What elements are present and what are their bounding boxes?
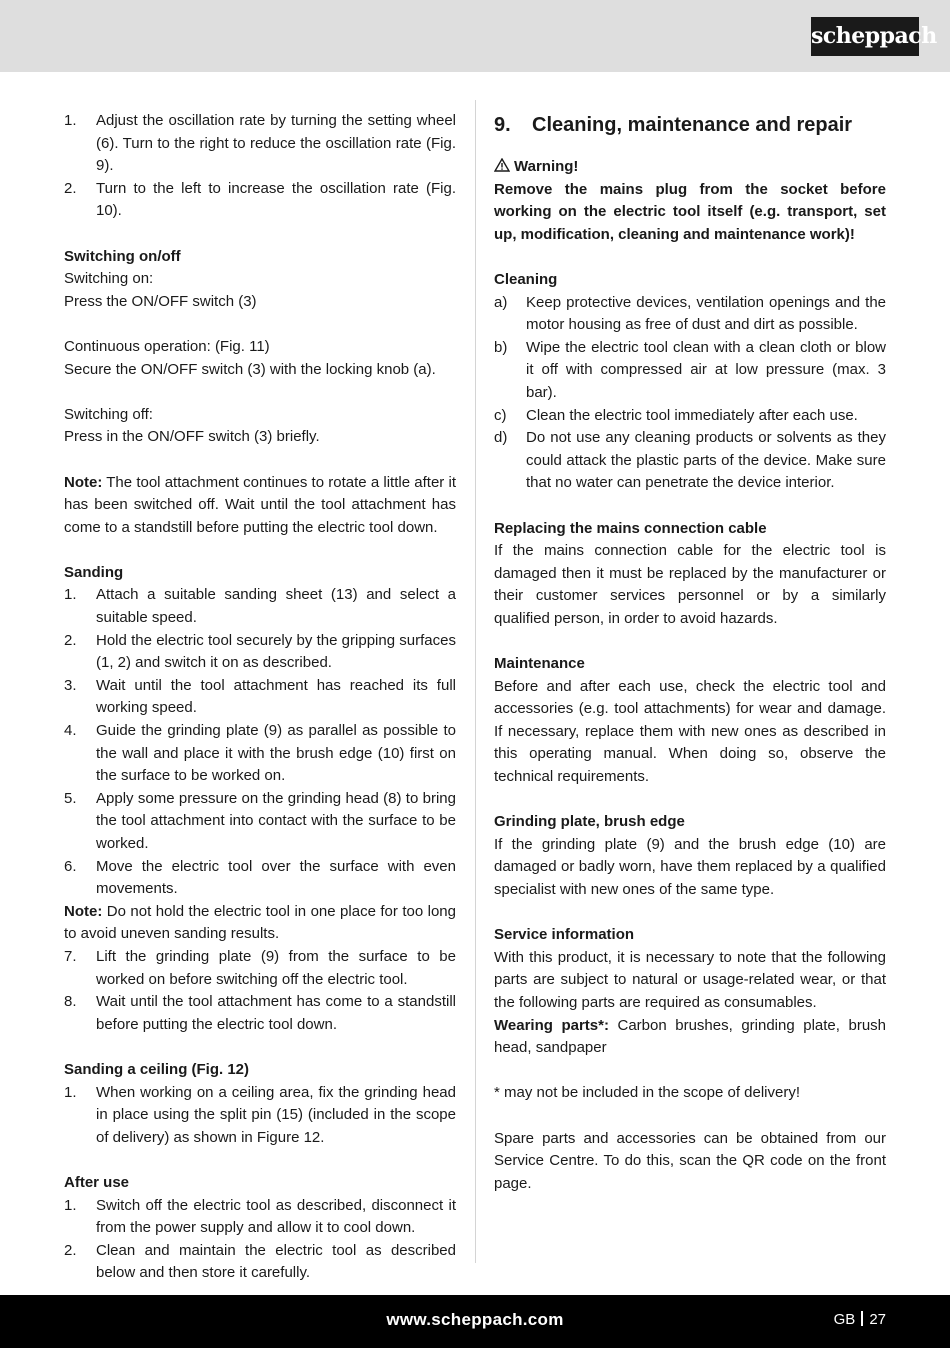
subheading-after-use: After use <box>64 1173 130 1191</box>
brand-logo: scheppach <box>811 17 919 56</box>
text-line: Switching on: <box>64 270 154 288</box>
text-line: Secure the ON/OFF switch (3) with the locking knob (a). <box>64 360 436 378</box>
subheading-sanding: Sanding <box>64 563 124 581</box>
paragraph: If the mains connection cable for the electric tool is damaged then it must be replaced by the manufacturer or their customer services personnel or by a similarly qualified person, in order to avoid hazards. <box>494 542 886 627</box>
column-divider <box>475 100 476 1263</box>
note-paragraph: Note: Do not hold the electric tool in one place for too long to avoid uneven sanding results. <box>64 902 456 943</box>
list-item: 6. Move the electric tool over the surface with even movements. <box>64 857 456 898</box>
paragraph: Before and after each use, check the electric tool and accessories (e.g. tool attachments) for wear and damage. If necessary, replace them with new ones as described in this operating manual. When doing so, observe the technical requirements. <box>494 677 886 786</box>
list-item: 7. Lift the grinding plate (9) from the surface to be worked on before switching off the electric tool. <box>64 947 456 988</box>
list-item: 1. When working on a ceiling area, fix the grinding head in place using the split pin (15) (included in the scope of delivery) as shown in Figure 12. <box>64 1083 456 1146</box>
paragraph: If the grinding plate (9) and the brush edge (10) are damaged or badly worn, have them replaced by a qualified specialist with new ones of the same type. <box>494 835 886 898</box>
left-column <box>64 110 456 1285</box>
subheading-service: Service information <box>494 926 635 944</box>
footer-bar <box>0 1295 950 1348</box>
warning-text: Remove the mains plug from the socket before working on the electric tool itself (e.g. transport, set up, modification, cleaning and maintenance work)! <box>494 180 886 243</box>
list-item: a) Keep protective devices, ventilation openings and the motor housing as free of dust and dirt as possible. <box>494 293 886 334</box>
list-item: 1. Adjust the oscillation rate by turning the setting wheel (6). Turn to the right to reduce the oscillation rate (Fig. 9). <box>64 112 456 175</box>
list-item: 2. Turn to the left to increase the oscillation rate (Fig. 10). <box>64 179 456 220</box>
right-column <box>494 110 886 1195</box>
paragraph: Spare parts and accessories can be obtained from our Service Centre. To do this, scan the QR code on the front page. <box>494 1129 886 1192</box>
list-item: 3. Wait until the tool attachment has reached its full working speed. <box>64 676 456 717</box>
paragraph: With this product, it is necessary to note that the following parts are subject to natural or usage-related wear, or that the following parts are required as consumables. <box>494 948 886 1011</box>
text-line: Continuous operation: (Fig. 11) <box>64 337 270 355</box>
list-item: 1. Switch off the electric tool as described, disconnect it from the power supply and allow it to cool down. <box>64 1196 456 1237</box>
text-line: Press the ON/OFF switch (3) <box>64 292 257 310</box>
list-item: c) Clean the electric tool immediately after each use. <box>494 406 858 424</box>
website-link[interactable]: www.scheppach.com <box>386 1310 564 1329</box>
subheading-cable: Replacing the mains connection cable <box>494 519 767 537</box>
list-item: d) Do not use any cleaning products or solvents as they could attack the plastic parts of the device. Make sure that no water can penetrate the device interior. <box>494 429 886 492</box>
list-item: 5. Apply some pressure on the grinding head (8) to bring the tool attachment into contact with the surface to be worked. <box>64 789 456 852</box>
list-item: b) Wipe the electric tool clean with a clean cloth or blow it off with compressed air at low pressure (max. 3 bar). <box>494 338 886 401</box>
subheading-switching: Switching on/off <box>64 247 181 265</box>
text-line: Switching off: <box>64 405 153 423</box>
note-paragraph: Note: The tool attachment continues to rotate a little after it has been switched off. Wait until the tool attachment has come to a standstill before putting the electric tool down. <box>64 473 456 536</box>
text-line: Press in the ON/OFF switch (3) briefly. <box>64 428 320 446</box>
list-item: 8. Wait until the tool attachment has come to a standstill before putting the electric tool down. <box>64 993 456 1033</box>
list-item: 2. Hold the electric tool securely by the gripping surfaces (1, 2) and switch it on as described. <box>64 631 456 672</box>
list-item: 1. Attach a suitable sanding sheet (13) and select a suitable speed. <box>64 586 456 627</box>
page-number: GB 27 <box>833 1311 886 1328</box>
list-item: 2. Clean and maintain the electric tool as described below and then store it carefully. <box>64 1241 456 1282</box>
list-item: 4. Guide the grinding plate (9) as parallel as possible to the wall and place it with the brush edge (10) first on the surface to be worked on. <box>64 722 456 785</box>
subheading-grinding: Grinding plate, brush edge <box>494 813 685 831</box>
section-title: 9. Cleaning, maintenance and repair <box>494 114 853 136</box>
wearing-parts: Wearing parts*: Carbon brushes, grinding plate, brush head, sandpaper <box>494 1016 886 1057</box>
warning-icon <box>494 158 510 172</box>
header-bar <box>0 0 950 72</box>
warning-heading: Warning! <box>494 156 886 179</box>
subheading-maintenance: Maintenance <box>494 655 585 673</box>
footnote: * may not be included in the scope of delivery! <box>494 1084 801 1102</box>
subheading-cleaning: Cleaning <box>494 270 558 288</box>
subheading-ceiling: Sanding a ceiling (Fig. 12) <box>64 1060 250 1078</box>
